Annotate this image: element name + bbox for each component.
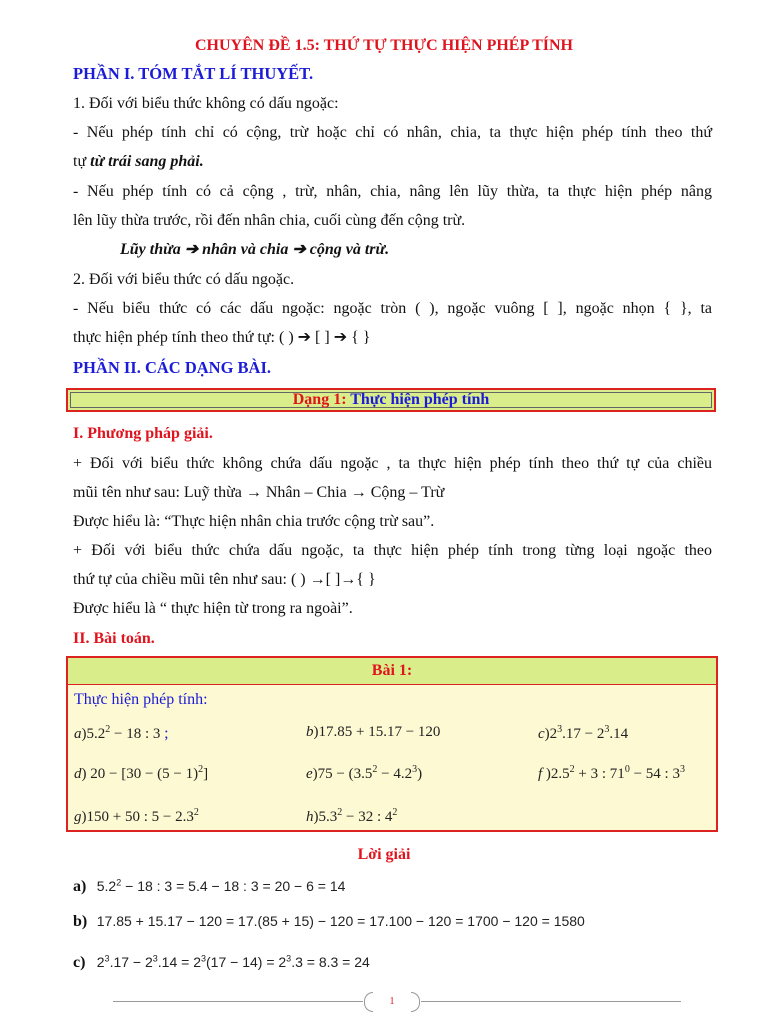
method2-line1: + Đối với biểu thức chứa dấu ngoặc, ta thực hiện phép tính trong từng loại ngoặc theo <box>73 542 712 559</box>
page-number: 1 <box>364 992 420 1012</box>
item2-text: 2. Đối với biểu thức có dấu ngoặc. <box>73 271 295 288</box>
dang-name: Thực hiện phép tính <box>350 391 490 408</box>
part2-heading: PHẦN II. CÁC DẠNG BÀI. <box>73 358 272 377</box>
solution-a-label: a) <box>73 877 87 895</box>
rule1-line2 <box>73 152 712 172</box>
method1-line2: mũi tên như sau: Luỹ thừa → Nhân – Chia → Cộng – Trừ <box>73 484 445 501</box>
exercise-d: d) $20 - [30 - (5 - 1)^2]$ <box>74 764 209 782</box>
footer-rule-right <box>421 1001 681 1002</box>
item1-text: 1. Đối với biểu thức không có dấu ngoặc: <box>73 95 339 112</box>
solution-heading: Lời giải <box>357 846 411 863</box>
exercise-c: $c)2^3.17 - 2^3.14$ <box>538 724 629 742</box>
exercise-f: f )$2.5^2 + 3$ : $71^0 - 54$ : $3^3$ <box>538 764 685 782</box>
solution-b-equation: 17.85 + 15.17 − 120 = 17.(85 + 15) − 120 = 17.100 − 120 = 1700 − 120 = 1580 <box>96 913 585 929</box>
problems-heading: II. Bài toán. <box>73 630 155 647</box>
order-line: Lũy thừa ➔ nhân và chia ➔ cộng và trừ. <box>120 241 390 258</box>
solution-b <box>73 913 585 931</box>
solution-c <box>73 953 370 972</box>
bai-1-box <box>66 656 718 832</box>
solution-c-label: c) <box>73 953 86 971</box>
method1-line3: Được hiểu là: “Thực hiện nhân chia trước cộng trừ sau”. <box>73 513 435 530</box>
exercise-a: $a)5.2^2 - 18$ : 3 ; <box>74 724 169 742</box>
rule1-line1: - Nếu phép tính chỉ có cộng, trừ hoặc chỉ có nhân, chia, ta thực hiện phép tính theo thứ <box>73 124 712 141</box>
exercise-h: $h)5.3^2 - 32$ : $4^2$ <box>306 807 398 825</box>
bai-1-heading: Bài 1: <box>68 658 716 685</box>
exercise-a-semicolon: ; <box>164 725 169 742</box>
page-title: CHUYÊN ĐỀ 1.5: THỨ TỰ THỰC HIỆN PHÉP TÍNH <box>195 37 573 54</box>
solution-a <box>73 877 345 896</box>
part1-heading: PHẦN I. TÓM TẮT LÍ THUYẾT. <box>73 64 314 83</box>
rule2-line2: lên lũy thừa trước, rồi đến nhân chia, cuối cùng đến cộng trừ. <box>73 212 466 229</box>
rule3-line2: thực hiện phép tính theo thứ tự: ( ) ➔ [ ] ➔ { } <box>73 329 371 346</box>
rule2-line1: - Nếu phép tính có cả cộng , trừ, nhân, chia, nâng lên lũy thừa, ta thực hiện phép nâng <box>73 183 712 200</box>
exercise-b: b)17.85 + 15.17 − 120 <box>306 724 441 740</box>
footer-rule-left <box>113 1001 363 1002</box>
rule1-prefix: tự <box>73 153 91 170</box>
method2-line2: thứ tự của chiều mũi tên như sau: ( ) →[ ]→{ } <box>73 571 376 588</box>
rule3-line1: - Nếu biểu thức có các dấu ngoặc: ngoặc tròn ( ), ngoặc vuông [ ], ngoặc nhọn { }, ta <box>73 300 712 317</box>
dang-label: Dạng 1: <box>292 391 351 408</box>
solution-a-equation: $5.2^2 - 18$ : 3 = 5.4 − 18 : 3 = 20 − 6 = 14 <box>96 877 346 894</box>
method-heading: I. Phương pháp giải. <box>73 425 213 442</box>
solution-b-label: b) <box>73 913 88 930</box>
exercise-e: $e)75 - (3.5^2 - 4.2^3)$ <box>306 764 423 782</box>
method2-line3: Được hiểu là “ thực hiện từ trong ra ngoài”. <box>73 600 353 617</box>
bai-1-intro: Thực hiện phép tính: <box>74 691 208 708</box>
rule1-emphasis: từ trái sang phải. <box>90 153 204 170</box>
dang-1-banner <box>66 388 716 412</box>
exercise-g: g)150 + 50 : $5 - 2.3^2$ <box>74 807 199 825</box>
solution-c-equation: $2^3.17 - 2^3.14 = 2^3(17 - 14) = 2^3.3 = 8.3 = 24$ <box>96 953 370 970</box>
method1-line1: + Đối với biểu thức không chứa dấu ngoặc , ta thực hiện phép tính theo thứ tự của chiều <box>73 455 712 472</box>
